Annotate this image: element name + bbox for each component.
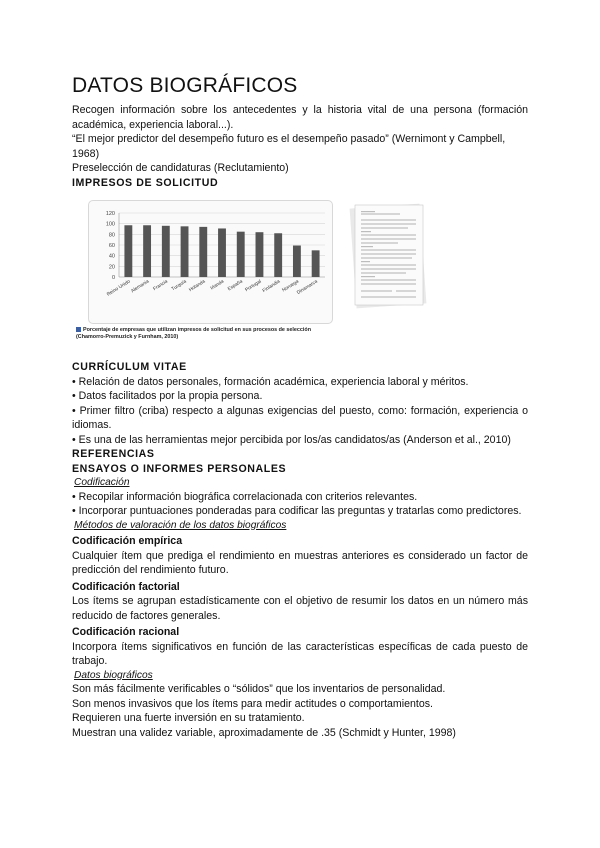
ensayos-heading: ENSAYOS O INFORMES PERSONALES [72,462,287,475]
bar-11 [312,250,320,277]
x-tick-label: Dinamarca [296,279,319,296]
curriculum-bullet-2: • Datos facilitados por la propia persona. [72,390,263,402]
x-tick-label: Noruega [281,279,300,294]
datos-line-3: Requieren una fuerte inversión en su tratamiento. [72,712,305,724]
curriculum-bullet-4: • Es una de las herramientas mejor percibida por los/as candidatos/as (Anderson et al., 2010) [72,433,511,446]
racional-text: Incorpora ítems significativos en función de las características específicas de cada puesto de trabajo. [72,640,528,667]
intro-paragraph-3: Preselección de candidaturas (Reclutamiento) [72,162,289,174]
intro-paragraph-1: Recogen información sobre los antecedentes y la historia vital de una persona (formación académica, experiencia laboral...). [72,104,528,131]
empirica-heading: Codificación empírica [72,535,183,547]
curriculum-bullet-3: • Primer filtro (criba) respecto a algunas exigencias del puesto, como: formación, experiencia o idiomas. [72,404,528,431]
y-tick-label: 0 [111,275,115,281]
bar-5 [199,227,207,277]
x-tick-label: Francia [152,279,169,293]
datos-line-4: Muestran una validez variable, aproximadamente de .35 (Schmidt y Hunter, 1998) [72,726,456,739]
bar-7 [237,232,245,277]
bar-6 [218,228,226,277]
x-tick-label: Turquía [171,279,188,293]
factorial-text: Los ítems se agrupan estadísticamente con el objetivo de resumir los datos en un número más reducido de factores generales. [72,595,528,622]
codificacion-bullet-1: • Recopilar información biográfica correlacionada con criterios relevantes. [72,490,418,503]
codificacion-label: Codificación [74,477,130,488]
referencias-heading: REFERENCIAS [72,448,155,460]
x-tick-label: Finlandia [262,279,282,295]
x-tick-label: España [227,279,244,293]
y-tick-label: 100 [105,221,115,228]
x-tick-label: Holanda [188,279,207,294]
x-tick-label: Portugal [244,279,263,294]
bar-1 [124,225,132,277]
bar-3 [162,226,170,277]
y-tick-label: 60 [108,243,115,249]
impresos-heading: IMPRESOS DE SOLICITUD [72,176,219,189]
y-tick-label: 40 [108,253,115,260]
bar-chart [89,201,332,323]
x-tick-label: Reino Unido [106,279,132,298]
curriculum-heading: CURRÍCULUM VITAE [72,361,187,373]
x-tick-label: Irlanda [209,279,226,292]
bar-8 [256,232,264,277]
datos-line-1: Son más fácilmente verificables o “sólidos” que los inventarios de personalidad. [72,683,446,695]
datos-line-2: Son menos invasivos que los ítems para medir actitudes o comportamientos. [72,697,433,710]
y-tick-label: 20 [108,264,115,271]
bar-2 [143,225,151,277]
document-page [72,74,528,740]
empirica-text: Cualquier ítem que prediga el rendimiento en muestras anteriores es considerado un factor de predicción del rendimiento futuro. [72,549,528,576]
y-tick-label: 80 [108,232,115,239]
caption-line-1: Porcentaje de empresas que utilizan impresos de solicitud en sus procesos de selección [83,327,311,333]
racional-heading: Codificación racional [72,626,180,638]
bar-10 [293,246,301,277]
bar-9 [274,233,282,277]
codificacion-bullet-2: • Incorporar puntuaciones ponderadas para codificar las preguntas y tratarlas como predictores. [72,505,522,517]
application-form-image [348,202,428,310]
y-tick-label: 120 [105,211,115,217]
bar-chart-card [88,200,333,324]
intro-quote: “El mejor predictor del desempeño futuro es el desempeño pasado” (Wernimont y Campbell, 1968) [72,133,506,160]
datos-label: Datos biográficos [74,669,153,681]
chart-caption [76,327,346,340]
caption-line-2: (Chamorro-Premuzick y Furnham, 2010) [76,333,179,340]
curriculum-bullet-1: • Relación de datos personales, formación académica, experiencia laboral y méritos. [72,375,469,388]
page-title: DATOS BIOGRÁFICOS [72,74,298,97]
factorial-heading: Codificación factorial [72,580,180,593]
x-tick-label: Alemania [130,279,151,295]
bar-4 [181,226,189,277]
figures-row [72,194,528,354]
caption-marker-icon [76,327,81,332]
metodos-label: Métodos de valoración de los datos biográficos [74,519,287,531]
